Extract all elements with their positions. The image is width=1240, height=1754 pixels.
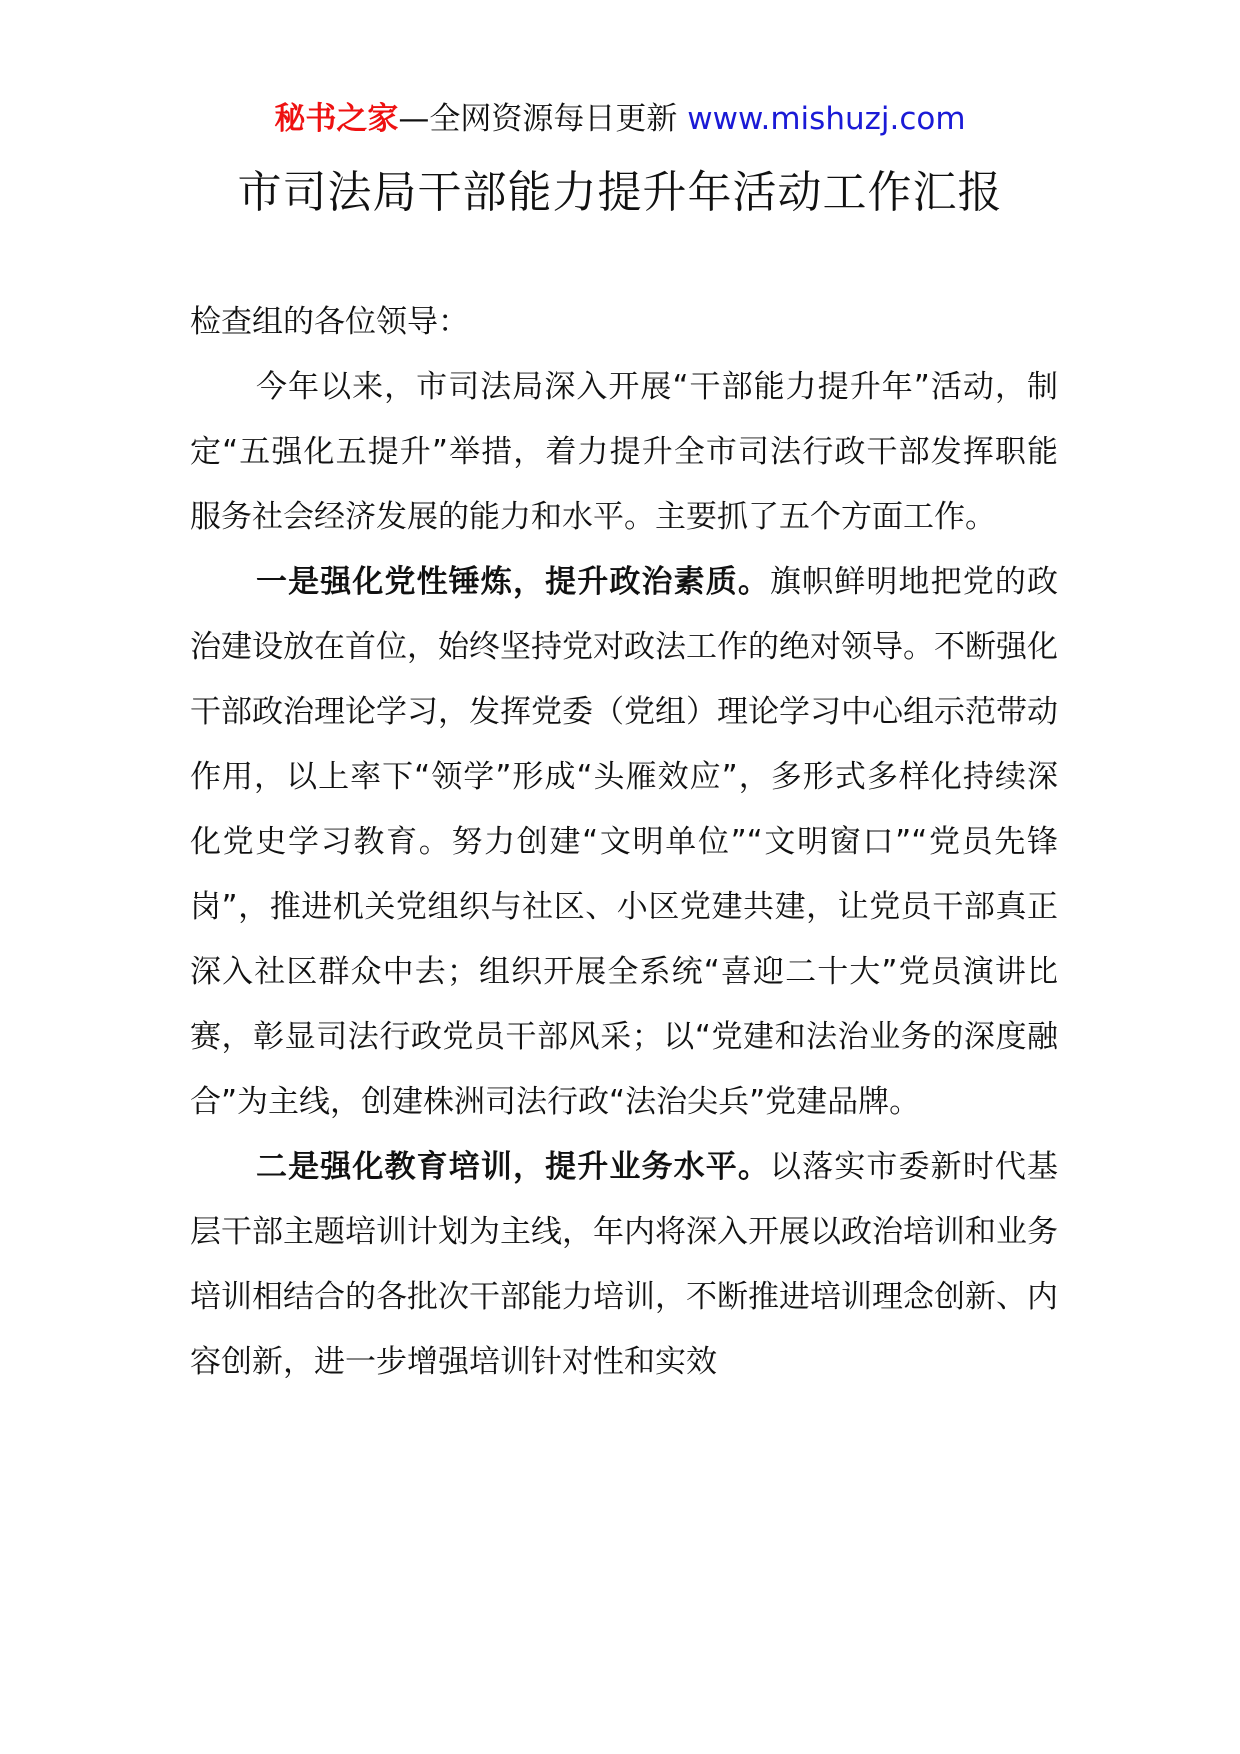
section-2-body: 以落实市委新时代基层干部主题培训计划为主线，年内将深入开展以政治培训和业务培训相结合的各批次干部能力培训，不断推进培训理念创新、内容创新，进一步增强培训针对性和实效: [190, 1149, 1058, 1380]
section-2-paragraph: [190, 1135, 1058, 1395]
site-header: [0, 98, 1240, 140]
site-brand: 秘书之家: [274, 101, 399, 137]
section-1-paragraph: [190, 550, 1058, 1135]
page-title: 市司法局干部能力提升年活动工作汇报: [237, 167, 1003, 218]
site-url-link[interactable]: www.mishuzj.com: [687, 101, 966, 137]
section-1-body: 旗帜鲜明地把党的政治建设放在首位，始终坚持党对政法工作的绝对领导。不断强化干部政治理论学习，发挥党委（党组）理论学习中心组示范带动作用，以上率下“领学”形成“头雁效应”，多形式多样化持续深化党史学习教育。努力创建“文明单位”“文明窗口”“党员先锋岗”，推进机关党组织与社区、小区党建共建，让党员干部真正深入社区群众中去；组织开展全系统“喜迎二十大”党员演讲比赛，彰显司法行政党员干部风采；以“党建和法治业务的深度融合”为主线，创建株洲司法行政“法治尖兵”党建品牌。: [190, 564, 1058, 1120]
intro-paragraph: 今年以来，市司法局深入开展“干部能力提升年”活动，制定“五强化五提升”举措，着力提升全市司法行政干部发挥职能服务社会经济发展的能力和水平。主要抓了五个方面工作。: [190, 369, 1058, 535]
salutation: 检查组的各位领导：: [190, 304, 469, 340]
site-slogan: —全网资源每日更新: [398, 101, 678, 137]
document-body: [190, 290, 1058, 1395]
section-2-lead: 二是强化教育培训，提升业务水平。: [256, 1149, 770, 1185]
section-1-lead: 一是强化党性锤炼，提升政治素质。: [256, 564, 770, 600]
